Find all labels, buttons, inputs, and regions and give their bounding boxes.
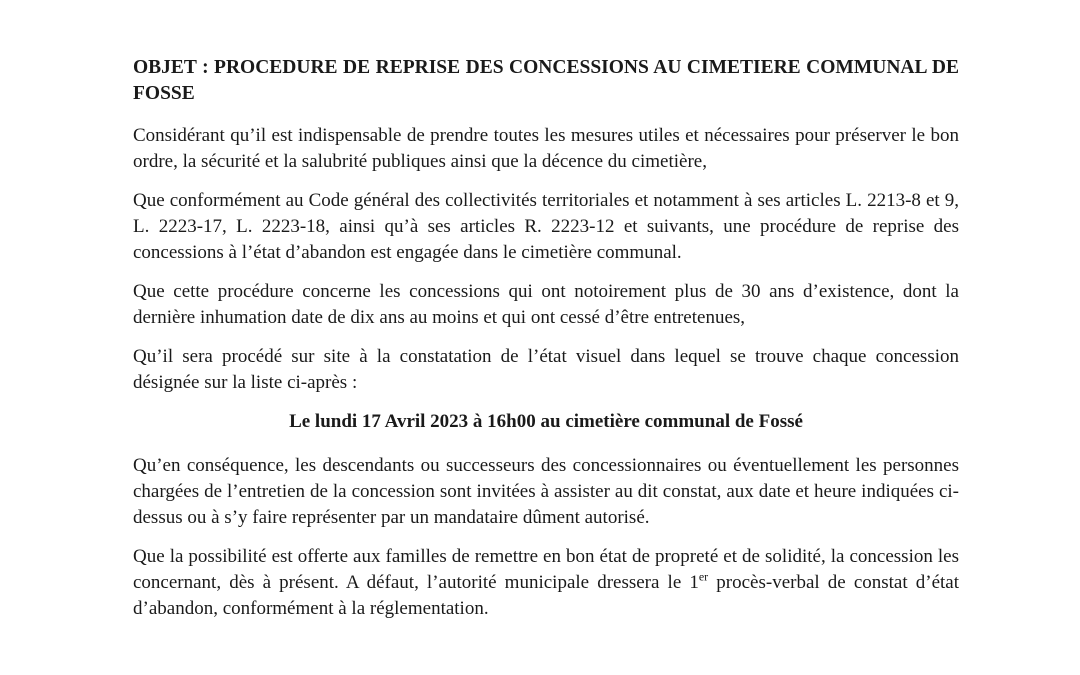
paragraph-inspection: Qu’il sera procédé sur site à la constatation de l’état visuel dans lequel se trouve chaque concession désignée sur la liste ci-après : — [133, 346, 959, 393]
paragraph-families-text-start: Que la possibilité est offerte aux familles de remettre en bon état de propreté et de solidité, la concession les concernant, dès à présent. A défaut, l’autorité municipale dressera le 1 — [133, 546, 959, 593]
subject-heading: OBJET : PROCEDURE DE REPRISE DES CONCESSIONS AU CIMETIERE COMMUNAL DE FOSSE — [133, 57, 959, 104]
paragraph-scope: Que cette procédure concerne les concessions qui ont notoirement plus de 30 ans d’existence, dont la dernière inhumation date de dix ans au moins et qui ont cessé d’être entretenues, — [133, 281, 959, 328]
paragraph-considering: Considérant qu’il est indispensable de prendre toutes les mesures utiles et nécessaires pour préserver le bon ordre, la sécurité et la salubrité publiques ainsi que la décence du cimetière, — [133, 125, 959, 172]
document-body — [133, 55, 959, 635]
meeting-date-line: Le lundi 17 Avril 2023 à 16h00 au cimetière communal de Fossé — [289, 411, 803, 432]
paragraph-legal-basis: Que conformément au Code général des collectivités territoriales et notamment à ses articles L. 2213-8 et 9, L. 2223-17, L. 2223-18, ainsi qu’à ses articles R. 2223-12 et suivants, une procédure de reprise des concessions à l’état d’abandon est engagée dans le cimetière communal. — [133, 190, 959, 263]
paragraph-families-text-end: procès-verbal de constat d’état d’abandon, conformément à la réglementation. — [133, 572, 959, 619]
paragraph-families — [133, 544, 959, 622]
ordinal-superscript: er — [698, 569, 709, 584]
paragraph-consequence: Qu’en conséquence, les descendants ou successeurs des concessionnaires ou éventuellement les personnes chargées de l’entretien de la concession sont invitées à assister au dit constat, aux date et heure indiquées ci-dessus ou à s’y faire représenter par un mandataire dûment autorisé. — [133, 455, 959, 528]
